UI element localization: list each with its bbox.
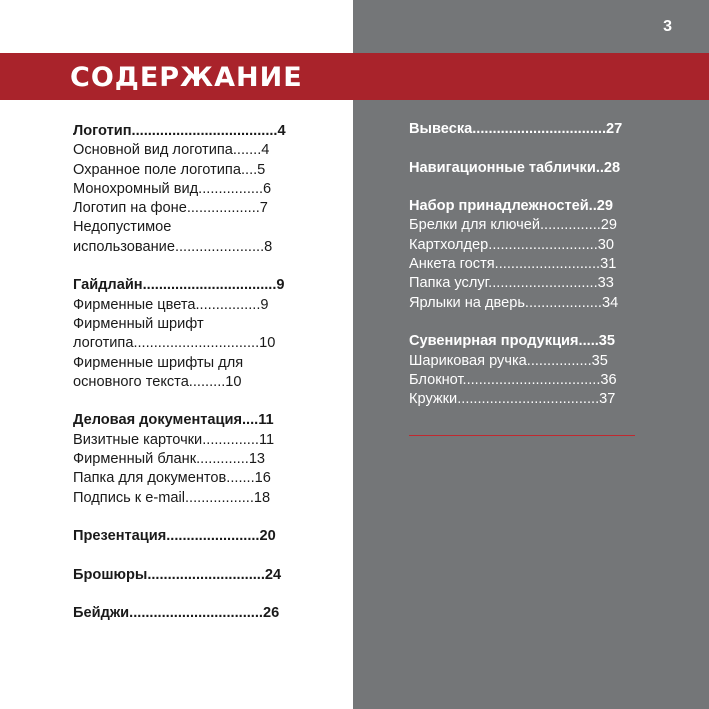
divider-line <box>409 435 635 436</box>
toc-entry[interactable]: Подпись к e-mail.................18 <box>73 489 271 506</box>
toc-entry[interactable]: Папка для документов.......16 <box>73 470 271 487</box>
toc-entry[interactable]: Шариковая ручка................35 <box>409 352 608 369</box>
toc-entry[interactable]: Фирменные шрифты для основного текста.........10 <box>73 354 244 390</box>
page-number: 3 <box>663 18 672 35</box>
page-title: СОДЕРЖАНИЕ <box>70 62 303 93</box>
toc-section-heading[interactable]: Бейджи.................................26 <box>73 605 280 622</box>
toc-entry[interactable]: Картхолдер...........................30 <box>409 236 614 253</box>
toc-entry[interactable]: Ярлыки на дверь...................34 <box>409 294 619 311</box>
toc-spacer <box>73 392 303 411</box>
toc-section-heading[interactable]: Деловая документация....11 <box>73 412 274 429</box>
toc-entry[interactable]: Фирменные цвета................9 <box>73 296 269 313</box>
toc-right-column <box>409 120 645 409</box>
toc-spacer <box>73 257 303 276</box>
toc-spacer <box>409 313 645 332</box>
toc-section-heading[interactable]: Брошюры.............................24 <box>73 566 282 583</box>
toc-entry[interactable]: Кружки...................................37 <box>409 391 616 408</box>
toc-entry[interactable]: Блокнот..................................36 <box>409 371 617 388</box>
toc-spacer <box>73 585 303 604</box>
toc-section-heading[interactable]: Презентация.......................20 <box>73 528 276 545</box>
toc-section-heading[interactable]: Вывеска.................................27 <box>409 121 623 137</box>
toc-section-heading[interactable]: Навигационные таблички..28 <box>409 159 621 176</box>
toc-entry[interactable]: Брелки для ключей...............29 <box>409 217 618 234</box>
toc-entry[interactable]: Монохромный вид................6 <box>73 180 272 197</box>
toc-spacer <box>409 139 645 158</box>
toc-entry[interactable]: Анкета гостя..........................31 <box>409 256 617 273</box>
toc-entry[interactable]: Недопустимое использование......................8 <box>73 219 273 255</box>
toc-entry[interactable]: Папка услуг...........................33 <box>409 275 614 292</box>
toc-entry[interactable]: Основной вид логотипа.......4 <box>73 142 270 159</box>
toc-entry[interactable]: Визитные карточки..............11 <box>73 431 275 448</box>
toc-entry[interactable]: Охранное поле логотипа....5 <box>73 161 266 178</box>
toc-left-column <box>73 122 303 624</box>
toc-spacer <box>73 547 303 566</box>
toc-entry[interactable]: Фирменный шрифт логотипа...............................10 <box>73 315 276 352</box>
toc-spacer <box>409 178 645 197</box>
toc-entry[interactable]: Фирменный бланк.............13 <box>73 451 266 468</box>
toc-section-heading[interactable]: Набор принадлежностей..29 <box>409 198 614 215</box>
toc-section-heading[interactable]: Гайдлайн.................................9 <box>73 277 285 294</box>
toc-section-heading[interactable]: Сувенирная продукция.....35 <box>409 333 616 350</box>
toc-spacer <box>73 508 303 527</box>
toc-entry[interactable]: Логотип на фоне..................7 <box>73 200 268 217</box>
toc-section-heading[interactable]: Логотип....................................4 <box>73 123 286 139</box>
